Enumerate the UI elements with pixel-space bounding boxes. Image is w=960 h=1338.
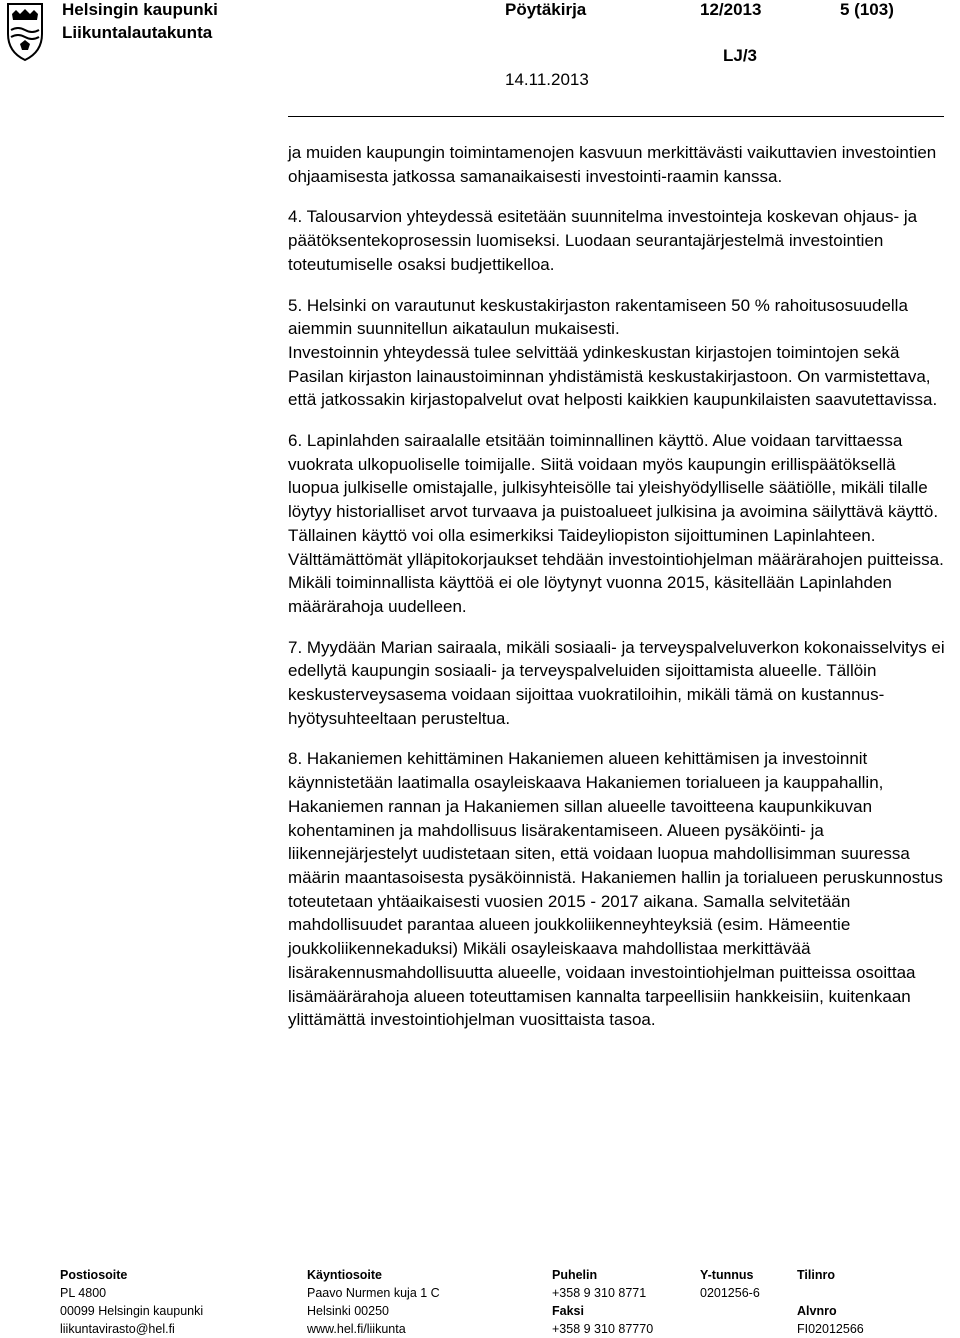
footer-account-heading: Tilinro xyxy=(797,1268,835,1282)
footer-vat-value: FI02012566 xyxy=(797,1322,864,1336)
section-code: LJ/3 xyxy=(723,46,758,65)
city-name: Helsingin kaupunki xyxy=(62,0,218,19)
footer-postal-box: PL 4800 xyxy=(60,1286,107,1300)
footer-ytunnus-value: 0201256-6 xyxy=(700,1286,760,1300)
footer-website-link[interactable]: www.hel.fi/liikunta xyxy=(307,1322,406,1336)
footer-phone xyxy=(552,1266,653,1338)
footer-vat-heading: Alvnro xyxy=(797,1304,837,1318)
footer-account-value xyxy=(797,1284,864,1302)
footer-visit-street: Paavo Nurmen kuja 1 C xyxy=(307,1286,440,1300)
helsinki-crest-logo xyxy=(2,0,48,62)
footer-visit-heading: Käyntiosoite xyxy=(307,1268,383,1282)
footer-account xyxy=(797,1266,864,1338)
board-name: Liikuntalautakunta xyxy=(62,23,213,42)
paragraph-item-7: 7. Myydään Marian sairaala, mikäli sosiaali- ja terveyspalveluverkon kokonaisselvitys ei edellytä kaupungin sosiaali- ja terveyspalveluiden sijoittamista alueelle. Tällöin keskusterveysasema voidaan sijoittaa vuokratiloihin, mikäli tämä on kustannus-hyötysuhteeltaan perusteltua. xyxy=(288,637,945,728)
paragraph-intro: ja muiden kaupungin toimintamenojen kasvuun merkittävästi vaikuttavien investointien ohjaamisesta jatkossa samanaikaisesti investointi-raamin kanssa. xyxy=(288,143,937,186)
footer-fax-heading: Faksi xyxy=(552,1304,584,1318)
footer-postal-address xyxy=(60,1266,203,1338)
footer-postal-heading: Postiosoite xyxy=(60,1268,128,1282)
footer-email-link[interactable]: liikuntavirasto@hel.fi xyxy=(60,1322,175,1336)
document-type: Pöytäkirja xyxy=(505,0,587,19)
footer-visit-city: Helsinki 00250 xyxy=(307,1304,389,1318)
header-rule xyxy=(288,116,944,117)
footer-phone-number: +358 9 310 8771 xyxy=(552,1286,647,1300)
footer-business-id xyxy=(700,1266,760,1302)
paragraph-item-5: 5. Helsinki on varautunut keskustakirjaston rakentamiseen 50 % rahoitusosuudella aiemmin suunnitellun aikataulun mukaisesti. xyxy=(288,295,908,339)
paragraph-item-6: 6. Lapinlahden sairaalalle etsitään toiminnallinen käyttö. Alue voidaan tarvittaessa vuokrata ulkopuoliselle toimijalle. Siitä voidaan myös kaupungin erillispäätöksellä luopua julkiselle omistajalle, julkisyhteisölle tai yleishyödylliselle säätiölle, mikäli tilalle löytyy historialliset arvot turvaava ja puistoalueet julkisina ja avoimina säilyttävä käyttö. Tällainen käyttö voi olla esimerkiksi Taideyliopiston sijoittuminen Lapinlahteen. Välttämättömät ylläpitokorjaukset tehdään investointiohjelman määrärahojen puitteissa. Mikäli toiminnallista käyttöä ei ole löytynyt vuonna 2015, käsitellään Lapinlahden määrärahoja uudelleen. xyxy=(288,431,944,616)
footer-ytunnus-heading: Y-tunnus xyxy=(700,1268,754,1282)
footer-phone-heading: Puhelin xyxy=(552,1268,598,1282)
page-number: 5 (103) xyxy=(840,0,894,19)
document-body xyxy=(288,141,950,1049)
paragraph-item-5-continued: Investoinnin yhteydessä tulee selvittää ydinkeskustan kirjastojen toimintojen sekä Pasilan kirjaston lainaustoiminnan yhdistämistä keskustakirjastoon. On varmistettava, että jatkossakin kirjastopalvelut ovat helposti kaikkien kaupunkilaisten saavutettavissa. xyxy=(288,342,938,410)
meeting-date: 14.11.2013 xyxy=(505,70,589,89)
footer-fax-number: +358 9 310 87770 xyxy=(552,1322,654,1336)
footer-visiting-address xyxy=(307,1266,440,1338)
footer-postal-city: 00099 Helsingin kaupunki xyxy=(60,1304,204,1318)
document-number: 12/2013 xyxy=(700,0,762,19)
paragraph-item-8: 8. Hakaniemen kehittäminen Hakaniemen alueen kehittämisen ja investoinnit käynnistetään laatimalla osayleiskaava Hakaniemen torialueen ja kauppahallin, Hakaniemen rannan ja Hakaniemen sillan alueelle tavoitteena kaupunkikuvan kohentaminen ja mahdollisuus lisärakentamiseen. Alueen pysäköinti- ja liikennejärjestelyt uudistetaan siten, että voidaan luopua mahdollisimman suuressa määrin maantasoisesta pysäköinnistä. Hakaniemen hallin ja torialueen peruskunnostus toteutetaan yhtäaikaisesti vuosien 2015 - 2017 aikana. Samalla selvitetään mahdollisuudet parantaa alueen joukkoliikenneyhteyksiä (esim. Hämeentie joukkoliikennekaduksi) Mikäli osayleiskaava mahdollistaa merkittävää lisärakennusmahdollisuutta alueelle, voidaan investointiohjelman puitteissa osoittaa lisämäärärahoja alueen toteuttamisen kannalta tarpeellisiin hankkeisiin, kuitenkaan ylittämättä investointiohjelman vuosittaista tasoa. xyxy=(288,749,943,1030)
paragraph-item-4: 4. Talousarvion yhteydessä esitetään suunnitelma investointeja koskevan ohjaus- ja päätöksentekoprosessin luomiseksi. Luodaan seurantajärjestelmä investointien toteutumiselle osaksi budjettikelloa. xyxy=(288,207,918,274)
